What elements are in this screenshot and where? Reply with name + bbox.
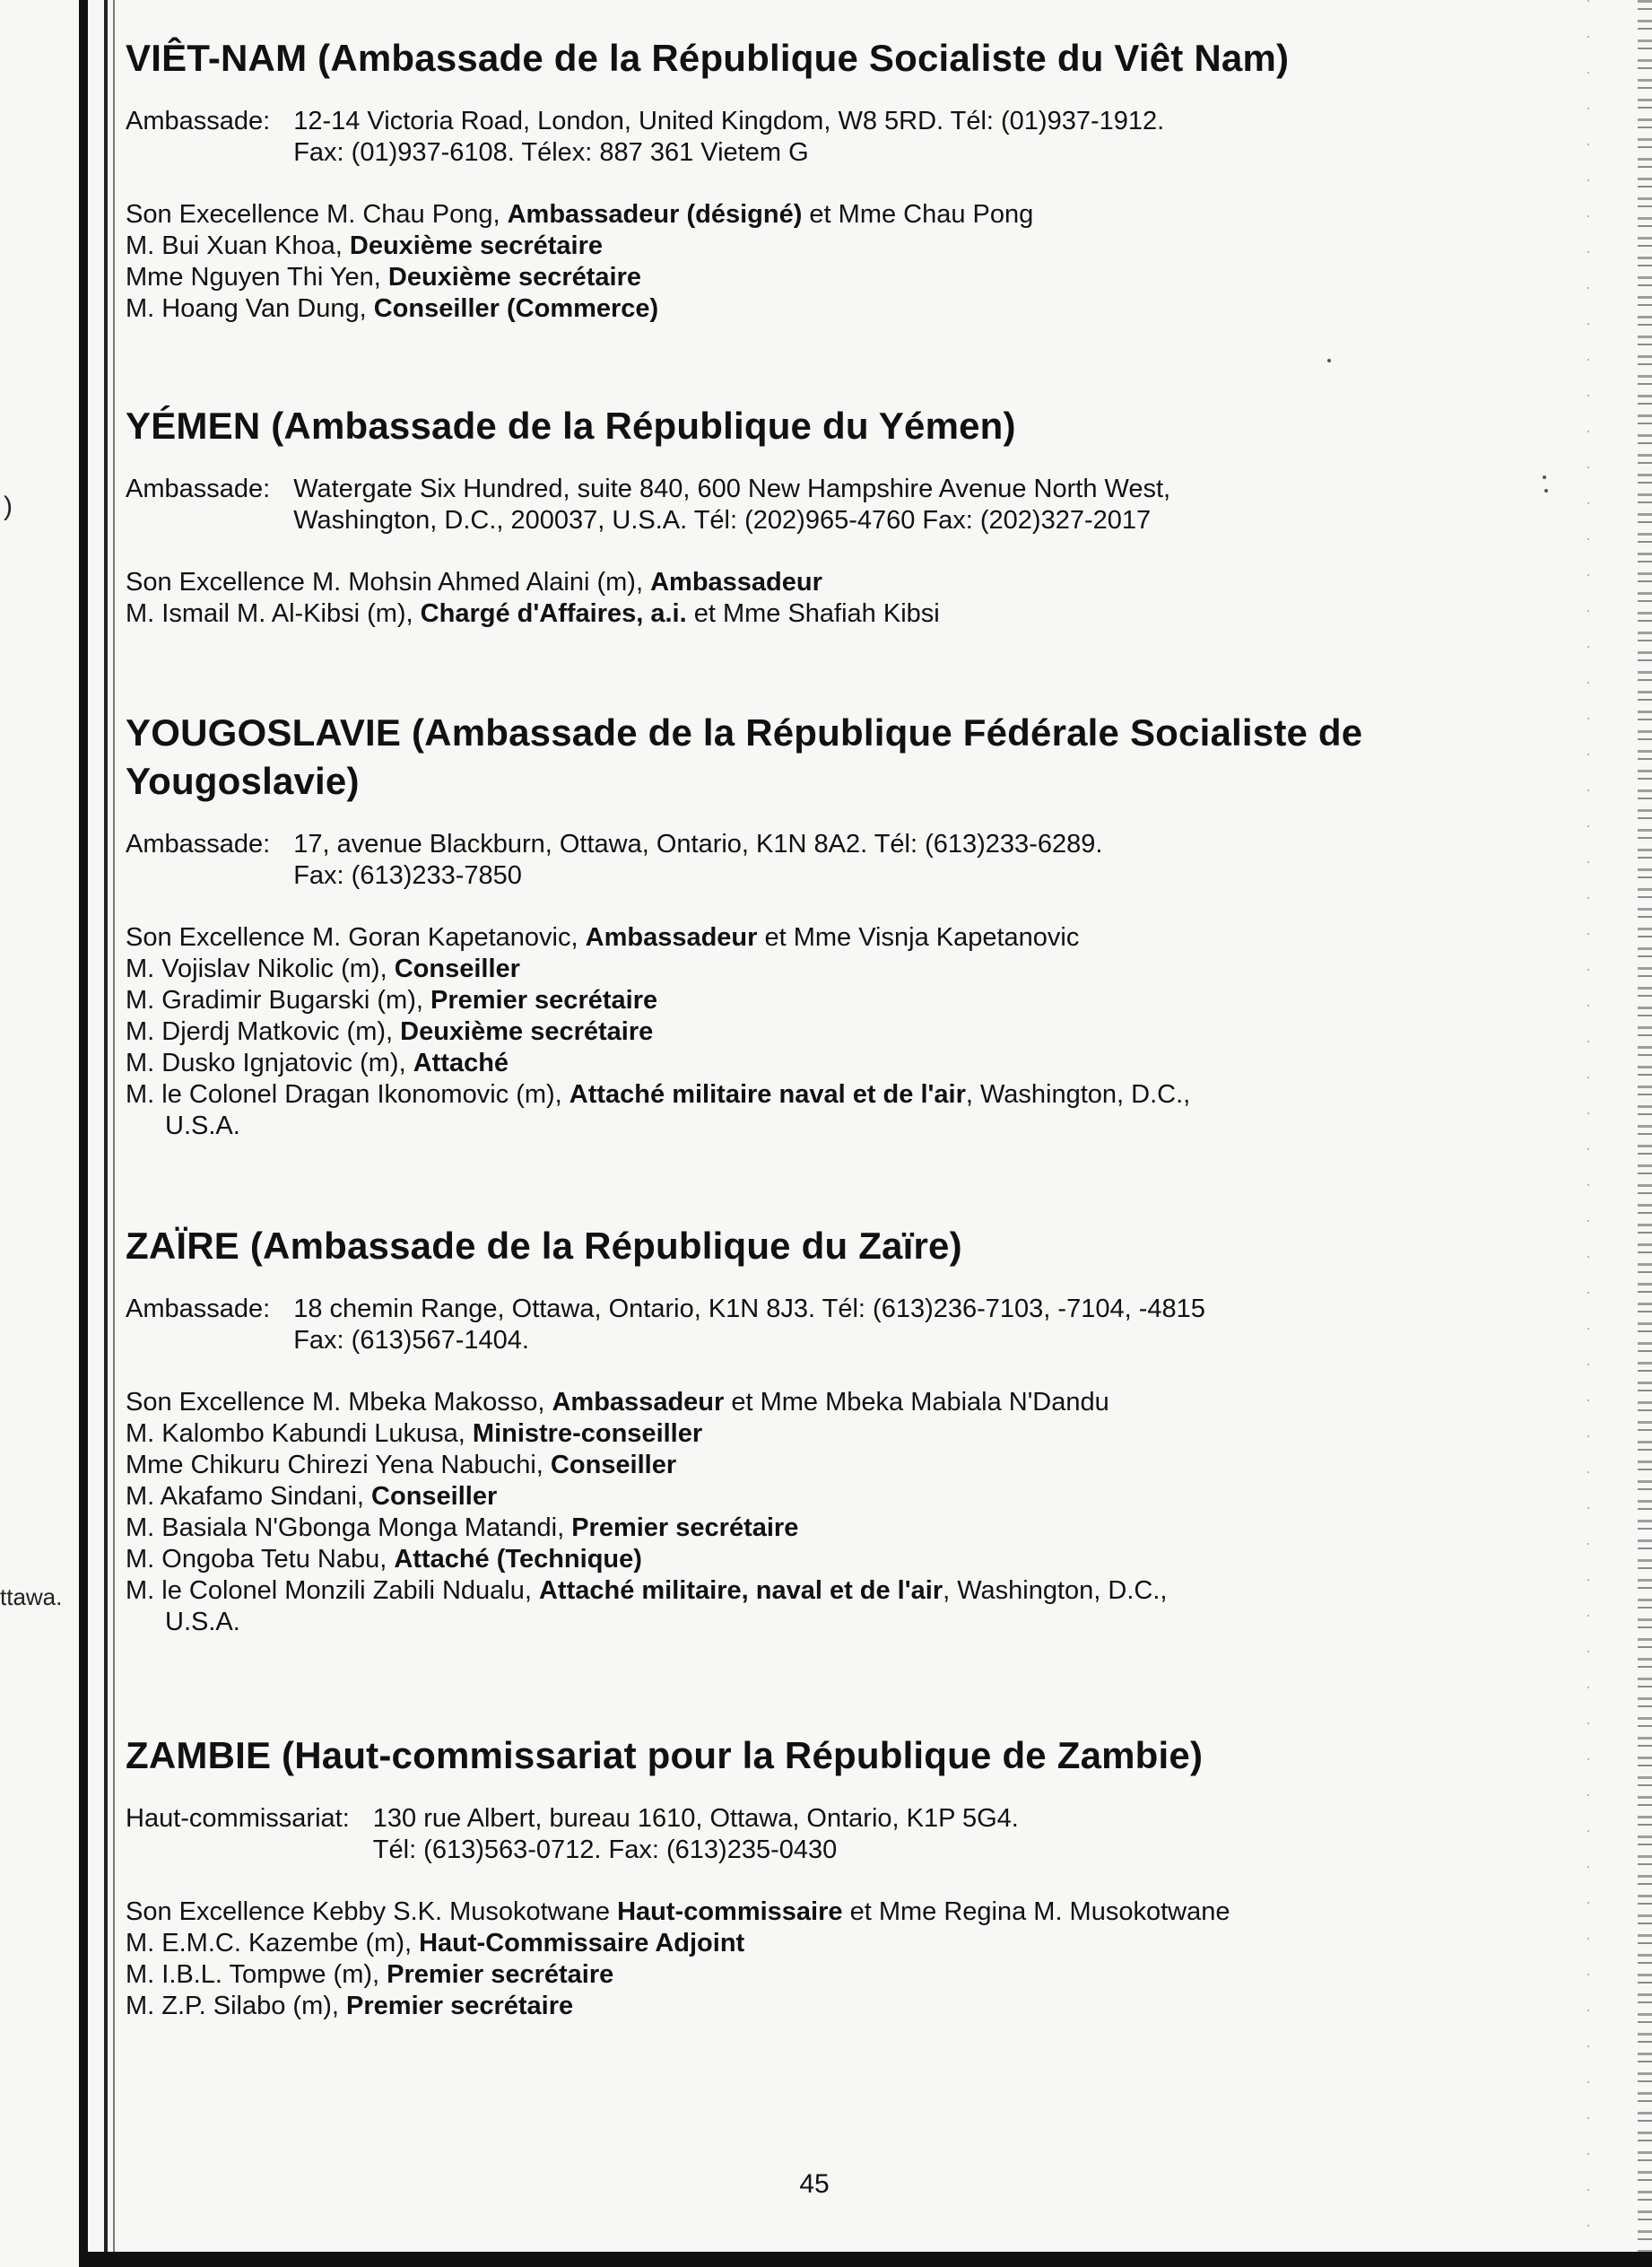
list-item: M. I.B.L. Tompwe (m), Premier secrétaire: [126, 1960, 614, 1989]
people-list: [126, 1387, 1614, 1638]
page-number: 45: [799, 2169, 830, 2199]
list-item: M. Akafamo Sindani, Conseiller: [126, 1482, 498, 1511]
list-item: M. Dusko Ignjatovic (m), Attaché: [126, 1049, 509, 1077]
address-label: Ambassade:: [126, 475, 271, 503]
list-item: M. le Colonel Dragan Ikonomovic (m), Attaché militaire naval et de l'air, Washington, D.C., U.S.A.: [126, 1080, 1191, 1140]
address-line: 18 chemin Range, Ottawa, Ontario, K1N 8J3. Tél: (613)236-7103, -7104, -4815: [293, 1295, 1205, 1323]
address-line: Fax: (613)233-7850: [293, 861, 522, 890]
address-line: Watergate Six Hundred, suite 840, 600 New Hampshire Avenue North West,: [293, 475, 1171, 503]
list-item: M. Djerdj Matkovic (m), Deuxième secrétaire: [126, 1017, 654, 1046]
list-item: M. Vojislav Nikolic (m), Conseiller: [126, 955, 520, 983]
address-block: [126, 474, 1614, 536]
section-zambie: [126, 1731, 1614, 2022]
address-line: 17, avenue Blackburn, Ottawa, Ontario, K1N 8A2. Tél: (613)233-6289.: [293, 830, 1103, 859]
list-item: Mme Chikuru Chirezi Yena Nabuchi, Conseiller: [126, 1451, 677, 1479]
list-item: M. Ongoba Tetu Nabu, Attaché (Technique): [126, 1545, 642, 1574]
list-item: M. le Colonel Monzili Zabili Ndualu, Attaché militaire, naval et de l'air, Washington, D.C., U.S.A.: [126, 1576, 1168, 1636]
address-line: Fax: (01)937-6108. Télex: 887 361 Vietem G: [293, 138, 809, 167]
list-item: M. Ismail M. Al-Kibsi (m), Chargé d'Affaires, a.i. et Mme Shafiah Kibsi: [126, 599, 940, 628]
scan-bottom-edge: [79, 2252, 1652, 2267]
list-item: Son Excellence M. Mohsin Ahmed Alaini (m), Ambassadeur: [126, 568, 822, 597]
address-block: [126, 1294, 1614, 1356]
list-item: M. Z.P. Silabo (m), Premier secrétaire: [126, 1992, 574, 2020]
section-heading: YÉMEN (Ambassade de la République du Yémen): [126, 405, 1016, 447]
people-list: [126, 922, 1614, 1142]
address-label: Ambassade:: [126, 1295, 271, 1323]
section-zaire: [126, 1222, 1614, 1638]
binding-line-faint: [113, 0, 115, 2267]
list-item: Son Excellence M. Goran Kapetanovic, Ambassadeur et Mme Visnja Kapetanovic: [126, 923, 1080, 952]
list-item: M. E.M.C. Kazembe (m), Haut-Commissaire Adjoint: [126, 1929, 745, 1957]
list-item: M. Hoang Van Dung, Conseiller (Commerce): [126, 294, 659, 323]
list-item: M. Kalombo Kabundi Lukusa, Ministre-conseiller: [126, 1419, 703, 1448]
people-list: [126, 567, 1614, 630]
address-line: Fax: (613)567-1404.: [293, 1326, 529, 1355]
section-heading: VIÊT-NAM (Ambassade de la République Socialiste du Viêt Nam): [126, 37, 1290, 79]
section-heading: ZAMBIE (Haut-commissariat pour la République de Zambie): [126, 1734, 1204, 1776]
list-item: M. Gradimir Bugarski (m), Premier secrétaire: [126, 986, 658, 1015]
scan-right-edge: [1638, 0, 1652, 2252]
address-line: 130 rue Albert, bureau 1610, Ottawa, Ontario, K1P 5G4.: [372, 1804, 1019, 1833]
list-item: M. Basiala N'Gbonga Monga Matandi, Premier secrétaire: [126, 1513, 799, 1542]
page-content: [126, 0, 1614, 2243]
list-item: M. Bui Xuan Khoa, Deuxième secrétaire: [126, 231, 604, 260]
list-item: Son Excellence Kebby S.K. Musokotwane Haut-commissaire et Mme Regina M. Musokotwane: [126, 1897, 1230, 1926]
address-block: [126, 1803, 1614, 1866]
address-line: Tél: (613)563-0712. Fax: (613)235-0430: [372, 1835, 838, 1864]
address-line: 12-14 Victoria Road, London, United Kingdom, W8 5RD. Tél: (01)937-1912.: [293, 107, 1165, 135]
list-item: Son Execellence M. Chau Pong, Ambassadeur (désigné) et Mme Chau Pong: [126, 200, 1034, 229]
list-item: Son Excellence M. Mbeka Makosso, Ambassadeur et Mme Mbeka Mabiala N'Dandu: [126, 1388, 1109, 1417]
section-heading: YOUGOSLAVIE (Ambassade de la République Fédérale Socialiste de Yougoslavie): [126, 711, 1363, 802]
address-block: [126, 829, 1614, 892]
address-line: Washington, D.C., 200037, U.S.A. Tél: (202)965-4760 Fax: (202)327-2017: [293, 506, 1152, 535]
binding-edge: [79, 0, 88, 2267]
section-yemen: [126, 402, 1614, 630]
section-yougoslavie: [126, 709, 1614, 1142]
section-viet-nam: [126, 34, 1614, 325]
people-list: [126, 199, 1614, 325]
address-block: [126, 106, 1614, 169]
margin-fragment: ): [4, 492, 13, 521]
margin-fragment: ttawa.: [0, 1583, 63, 1610]
list-item: Mme Nguyen Thi Yen, Deuxième secrétaire: [126, 263, 642, 292]
binding-line: [104, 0, 108, 2267]
address-label: Haut-commissariat:: [126, 1804, 350, 1833]
address-label: Ambassade:: [126, 107, 271, 135]
section-heading: ZAÏRE (Ambassade de la République du Zaïre): [126, 1225, 962, 1267]
people-list: [126, 1896, 1614, 2022]
address-label: Ambassade:: [126, 830, 271, 859]
